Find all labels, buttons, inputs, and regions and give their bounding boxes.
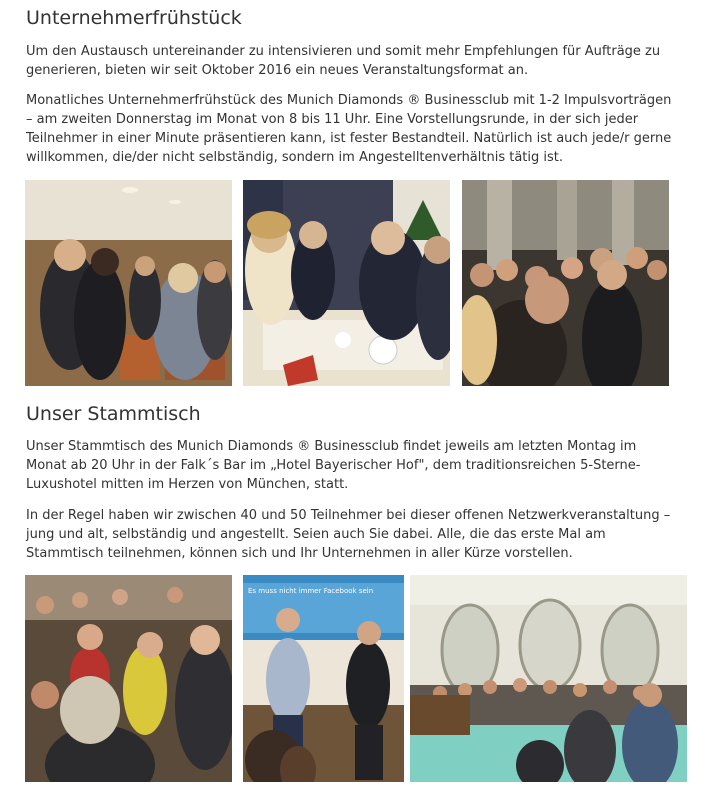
stammtisch-photo-2: [243, 575, 404, 782]
stammtisch-details-text: In der Regel haben wir zwischen 40 und 50 Teilnehmer bei dieser offenen Netzwerkveranstaltung – jung und alt, selbständig und angestellt. Seien auch Sie dabei. Alle, die das erste Mal am Stammtisch teilnehmen, können sich und Ihr Unternehmen in aller Kürze vorstellen.: [26, 508, 671, 561]
heading-stammtisch: Unser Stammtisch: [26, 403, 201, 425]
breakfast-photo-1: [25, 180, 232, 386]
breakfast-photo-3: [462, 180, 669, 386]
breakfast-photo-2: [243, 180, 450, 386]
stammtisch-intro-text: Unser Stammtisch des Munich Diamonds ® Businessclub findet jeweils am letzten Montag im Monat ab 20 Uhr in der Falk´s Bar im „Hotel Bayerischer Hof", dem traditionsreichen 5-Sterne-Luxushotel mitten im Herzen von München, statt.: [26, 439, 641, 492]
stammtisch-photo-3: [410, 575, 687, 782]
fruehstueck-intro-text: Um den Austausch untereinander zu intensivieren und somit mehr Empfehlungen für Aufträge zu generieren, bieten wir seit Oktober 2016 ein neues Veranstaltungsformat an.: [26, 44, 661, 78]
heading-unternehmerfruehstueck: Unternehmerfrühstück: [26, 7, 242, 29]
fruehstueck-details-text: Monatliches Unternehmerfrühstück des Munich Diamonds ® Businessclub mit 1-2 Impulsvorträgen – am zweiten Donnerstag im Monat von 8 bis 11 Uhr. Eine Vorstellungsrunde, in der sich jeder Teilnehmer in einer Minute präsentieren kann, ist fester Bestandteil. Natürlich ist auch jede/r gerne willkommen, die/der nicht selbständig, sondern im Angestelltenverhältnis tätig ist.: [26, 93, 672, 165]
presentation-slide-text: Es muss nicht immer Facebook sein: [248, 587, 374, 595]
stammtisch-photo-1: [25, 575, 232, 782]
